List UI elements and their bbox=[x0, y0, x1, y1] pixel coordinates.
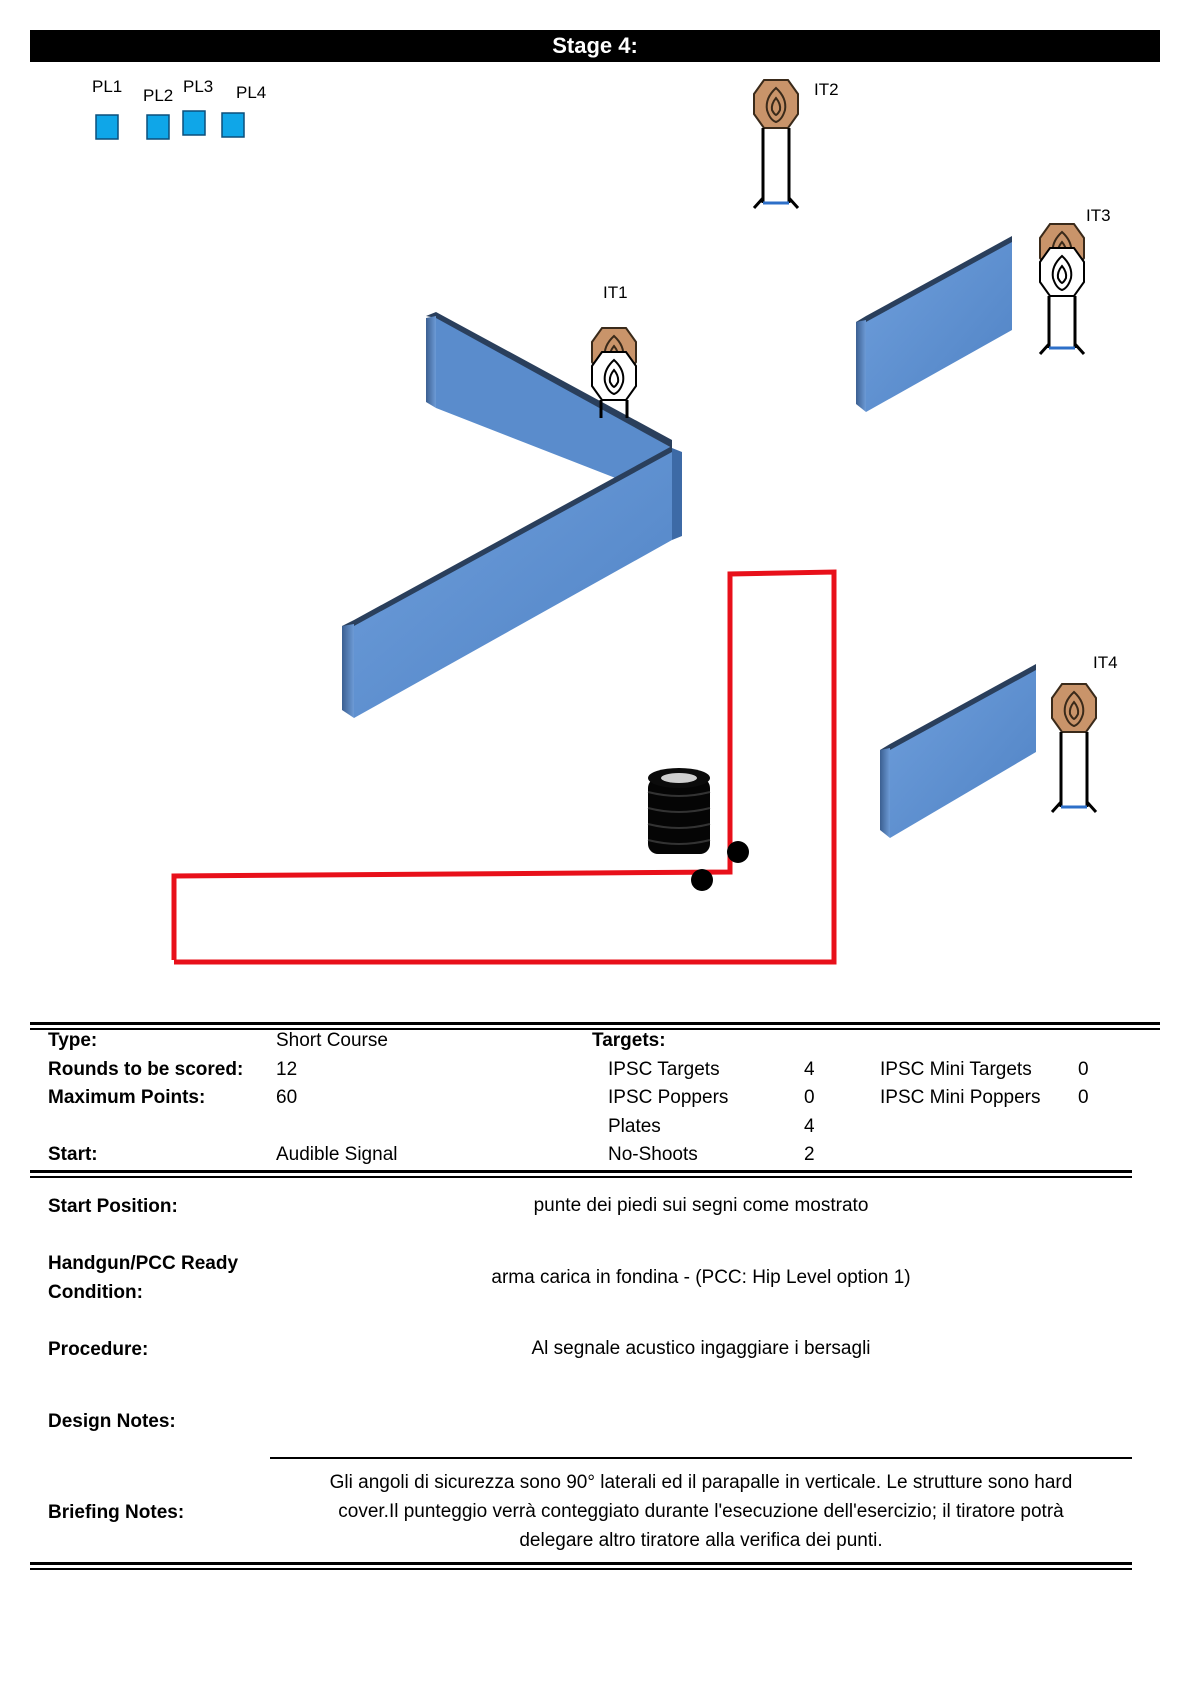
target-type-count: 0 bbox=[1078, 1087, 1089, 1108]
start-position-label: Start Position: bbox=[48, 1196, 178, 1217]
ready-condition-label-2: Condition: bbox=[48, 1282, 143, 1303]
foot-mark-right bbox=[727, 841, 749, 863]
target-type-name: IPSC Mini Poppers bbox=[880, 1087, 1041, 1108]
pl4-marker bbox=[222, 113, 244, 137]
procedure-value: Al segnale acustico ingaggiare i bersagli bbox=[531, 1338, 871, 1359]
it3-label: IT3 bbox=[1086, 206, 1111, 225]
pl3-label: PL3 bbox=[183, 77, 214, 96]
type-label: Type: bbox=[48, 1030, 98, 1051]
pl2-marker bbox=[147, 115, 169, 139]
target-type-name: No-Shoots bbox=[608, 1144, 698, 1165]
briefing-rule bbox=[270, 1457, 1132, 1459]
start-label: Start: bbox=[48, 1144, 98, 1165]
targets-label: Targets: bbox=[592, 1030, 666, 1051]
info-bottom-rule bbox=[30, 1170, 1132, 1178]
it4-wall bbox=[880, 664, 1036, 838]
info-top-rule bbox=[30, 1022, 1160, 1030]
target-type-count: 0 bbox=[1078, 1059, 1089, 1080]
briefing-notes-label: Briefing Notes: bbox=[48, 1502, 185, 1523]
position-markers bbox=[96, 111, 244, 139]
pl1-marker bbox=[96, 115, 118, 139]
target-type-count: 2 bbox=[804, 1144, 815, 1165]
type-value: Short Course bbox=[276, 1030, 388, 1051]
target-type-name: IPSC Targets bbox=[608, 1059, 720, 1080]
briefing-line-1: Gli angoli di sicurezza sono 90° laterali ed il parapalle in verticale. Le strutture sono hard bbox=[329, 1472, 1073, 1493]
max-points-value: 60 bbox=[276, 1087, 298, 1108]
foot-mark-left bbox=[691, 869, 713, 891]
start-value: Audible Signal bbox=[276, 1144, 398, 1165]
target-type-count: 4 bbox=[804, 1059, 815, 1080]
start-position-value: punte dei piedi sui segni come mostrato bbox=[533, 1195, 869, 1216]
pl1-label: PL1 bbox=[92, 77, 123, 96]
it2-label: IT2 bbox=[814, 80, 839, 99]
it3-wall bbox=[856, 236, 1012, 412]
pl3-marker bbox=[183, 111, 205, 135]
procedure-label: Procedure: bbox=[48, 1339, 149, 1360]
stage-title: Stage 4: bbox=[30, 30, 1160, 62]
barrel-stack bbox=[648, 768, 710, 854]
footer-rule bbox=[30, 1562, 1132, 1570]
it4-label: IT4 bbox=[1093, 653, 1118, 672]
rounds-label: Rounds to be scored: bbox=[48, 1059, 244, 1080]
briefing-line-3: delegare altro tiratore alla verifica dei punti. bbox=[519, 1530, 883, 1551]
rounds-value: 12 bbox=[276, 1059, 298, 1080]
design-notes-label: Design Notes: bbox=[48, 1411, 176, 1432]
target-type-count: 4 bbox=[804, 1116, 815, 1137]
it1-label: IT1 bbox=[603, 283, 628, 302]
ready-condition-label: Handgun/PCC Ready bbox=[48, 1253, 239, 1274]
max-points-label: Maximum Points: bbox=[48, 1087, 206, 1108]
pl2-label: PL2 bbox=[143, 86, 174, 105]
target-type-name: IPSC Poppers bbox=[608, 1087, 729, 1108]
target-it2 bbox=[754, 80, 798, 208]
target-it3 bbox=[1040, 224, 1084, 354]
ready-condition-value: arma carica in fondina - (PCC: Hip Level option 1) bbox=[491, 1267, 911, 1288]
target-it4 bbox=[1052, 684, 1096, 812]
target-type-count: 0 bbox=[804, 1087, 815, 1108]
target-type-name: IPSC Mini Targets bbox=[880, 1059, 1032, 1080]
pl4-label: PL4 bbox=[236, 83, 267, 102]
target-type-name: Plates bbox=[608, 1116, 661, 1137]
briefing-line-2: cover.Il punteggio verrà conteggiato durante l'esecuzione dell'esercizio; il tiratore potrà bbox=[338, 1501, 1064, 1522]
